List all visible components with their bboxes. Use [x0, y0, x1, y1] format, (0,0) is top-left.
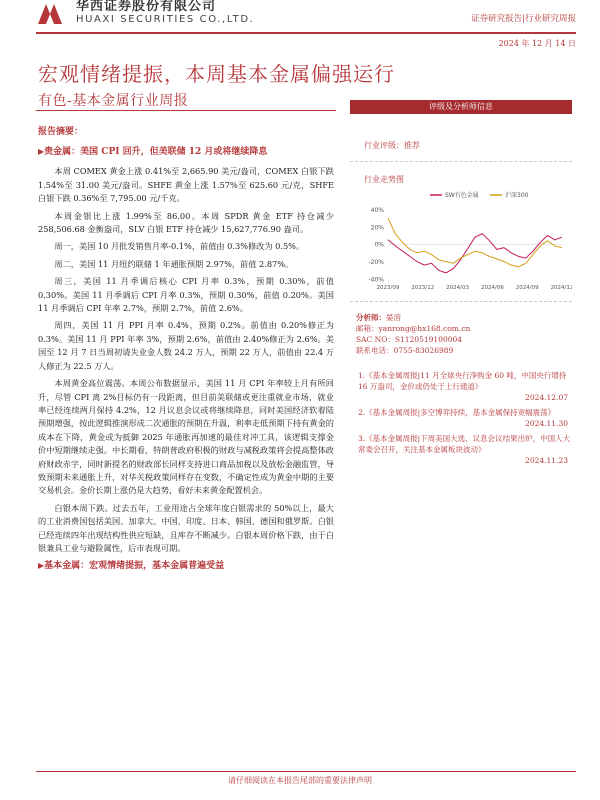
y-tick-label: -20%: [368, 259, 384, 267]
x-tick-label: 2024/06: [480, 285, 504, 291]
x-tick-label: 2024/09: [515, 285, 539, 291]
triangle-bullet-icon: ▶: [38, 560, 45, 571]
footer-divider: [36, 771, 576, 772]
legal-footer: 请仔细阅读在本报告尾部的重要法律声明: [228, 776, 372, 785]
y-tick-label: 20%: [370, 224, 384, 232]
rating-label: 行业评级：: [364, 141, 404, 150]
sac-row: SAC NO：S1120519100004: [356, 335, 463, 344]
paragraph: 本周金银比上涨 1.99%至 86.00。本周 SPDR 黄金 ETF 持仓减少 258,506.68 金衡盎司，SLV 白银 ETF 持仓减少 15,627,776.90 盎司。: [38, 210, 334, 235]
related-reports: [350, 370, 572, 466]
paragraph: 本周 COMEX 黄金上涨 0.41%至 2,665.90 美元/盎司，COMEX 白银下跌 1.54%至 31.00 美元/盎司。SHFE 黄金上涨 1.57%至 625.60 元/克，SHFE 白银下跌 0.36%至 7,795.00 元/千克。: [38, 166, 334, 204]
y-tick-label: -40%: [368, 276, 384, 284]
paragraph: 本周黄金高位震荡。本周公布数据显示，美国 11 月 CPI 年率较上月有所回升，尽管 CPI 离 2%目标仍有一段距离，但目前美联储或更注重就业市场，就业率已经连续两月保持 4.2%，12 月议息会议或将继续降息，同时美国经济软着陆预期增强，按此逻辑推演形成二次通胀的预期在升温，利率走低预期下持有黄金的成本在下降，黄金或为抵御 2025 年通胀再加速的最佳对冲工具，该逻辑支撑金价中短期继续走强。中长期看，特朗普政府积极的财政与减税政策将会提高整体政府财政赤字，同时新提名的财政部长同样支持进口商品加税以及放松金融监管，导致预期未来通胀上升，对华关税政策同样存在变数，不确定性成为黄金中期的主要交易机会。金价长期上涨仍是大趋势，看好未来黄金配置机会。: [38, 378, 334, 496]
paragraph: 周一，美国 10 月批发销售月率-0.1%，前值由 0.3%修改为 0.5%。: [54, 241, 305, 252]
abstract-label: 报告摘要：: [38, 127, 84, 137]
chart-title: 行业走势图: [364, 175, 404, 184]
triangle-bullet-icon: ▶: [38, 146, 45, 157]
sidebar-divider: [350, 161, 572, 162]
report-title: 宏观情绪提振，本周基本金属偏强运行: [38, 62, 395, 86]
section-heading-precious-metals: ▶贵金属：美国 CPI 回升，但美联储 12 月或将继续降息: [38, 146, 268, 158]
x-tick-label: 2024/12: [550, 285, 572, 291]
report-subtitle: 有色-基本金属行业周报: [38, 93, 189, 109]
paragraph: 周三，美国 11 月季调后核心 CPI 月率 0.3%，预期 0.30%，前值 0.30%。美国 11 月季调后 CPI 月率 0.3%，预期 0.30%，前值 0.20%。美国 11 月季调后 CPI 年率 2.7%，预期 2.7%，前值 2.6%。: [38, 276, 334, 314]
rating-value: 推荐: [404, 141, 420, 150]
related-report-item[interactable]: 3.《基本金属周报|下周美国大选、议息会议结果出炉，中国人大常委会召开，关注基本金属板块波动》 2024.11.23: [358, 434, 571, 465]
analyst-email[interactable]: yanrong@hx168.com.cn: [378, 324, 471, 333]
y-tick-label: 40%: [370, 206, 384, 214]
industry-trend-chart: [350, 187, 572, 301]
company-name-cn: 华西证券股份有限公司: [76, 0, 217, 14]
analyst-name: 晏溶: [386, 313, 401, 322]
paragraph: 白银本周下跌。过去五年，工业用途占全球年度白银需求的 50%以上，最大的工业消费国包括美国、加拿大、中国、印度、日本、韩国、德国和俄罗斯。白银已经连续四年出现结构性供应短缺，且库存不断减少。白银本周价格下跌，由于白银兼具工业与避险属性，后市表现可期。: [38, 502, 334, 553]
industry-rating: [364, 140, 572, 151]
related-report-item[interactable]: 1.《基本金属周报|11 月全球央行净购金 60 吨，中国央行增持 16 万盎司，金价或仍处于上行通道》 2024.12.07: [358, 371, 568, 402]
y-tick-label: 0%: [374, 241, 384, 249]
analyst-row: 分析师：晏溶: [356, 313, 401, 322]
section-heading-base-metals: ▶基本金属：宏观情绪提振，基本金属普遍受益: [38, 560, 225, 572]
x-tick-label: 2024/03: [446, 285, 470, 291]
company-name-en: HUAXI SECURITIES CO.,LTD.: [76, 14, 255, 25]
x-tick-label: 2023/12: [411, 285, 435, 291]
sac-number: S1120519100004: [394, 335, 463, 344]
company-logo-icon: [36, 0, 64, 26]
subtitle-divider: [36, 110, 336, 111]
sidebar-header: 评级及分析师信息: [350, 100, 572, 114]
paragraph: 周四，美国 11 月 PPI 月率 0.4%，预期 0.2%。前值由 0.20%修正为 0.3%。美国 11 月 PPI 年率 3%，预期 2.6%，前值由 2.40%修正为 2.6%。美国至 12 月 7 日当周初请失业金人数 24.2 万人，预期 22 万人，前值由 22.4 万人修正为 22.5 万人。: [38, 320, 334, 371]
report-date: 2024 年 12 月 14 日: [498, 39, 576, 48]
main-content: [38, 126, 334, 579]
x-tick-label: 2023/09: [376, 285, 400, 291]
phone-row: 联系电话：0755-83026989: [356, 346, 454, 355]
legend-label: 沪深300: [505, 192, 529, 199]
email-row: 邮箱：yanrong@hx168.com.cn: [356, 324, 471, 333]
paragraph: 周二，美国 11 月纽约联储 1 年通胀预期 2.97%，前值 2.87%。: [54, 258, 294, 269]
analyst-info: [350, 312, 572, 356]
sidebar: [350, 100, 572, 470]
legend-label: SW有色金属: [445, 192, 479, 199]
series-line-0: [388, 234, 562, 273]
sidebar-divider: [350, 301, 572, 302]
related-report-item[interactable]: 2.《基本金属周报|多空博弈持续，基本金属保持宽幅震荡》 2024.11.30: [358, 408, 568, 428]
analyst-phone: 0755-83026989: [393, 346, 454, 355]
report-header: [36, 0, 576, 34]
document-type: 证券研究报告|行业研究周报: [471, 14, 576, 24]
trend-chart-svg: [350, 187, 572, 297]
